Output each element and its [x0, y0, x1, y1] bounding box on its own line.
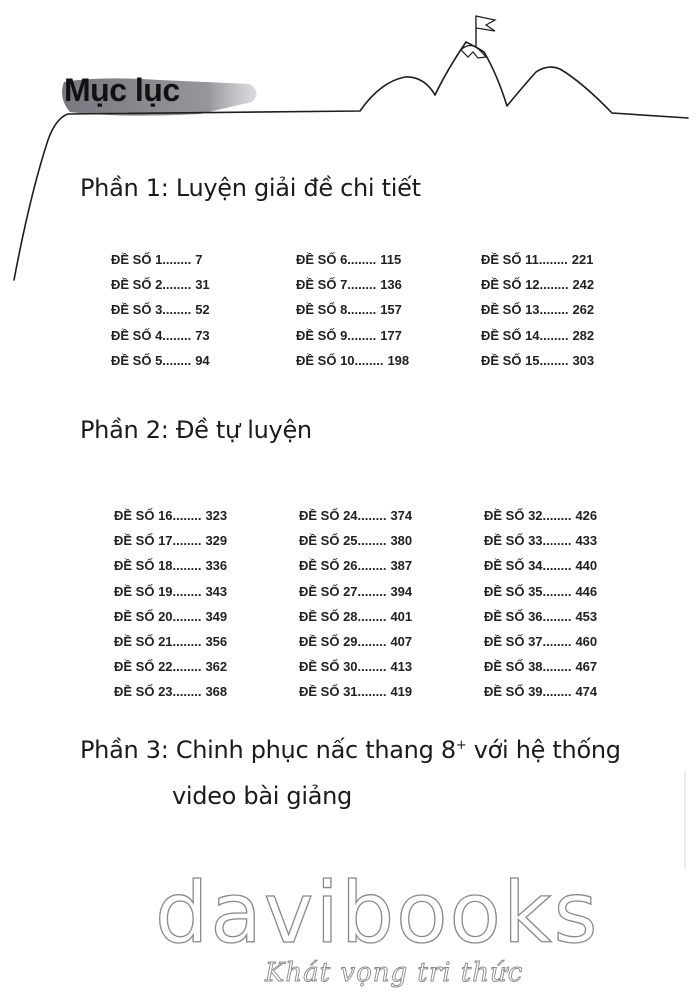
part-2-column-1 — [114, 503, 227, 705]
toc-leader-dots: ........ — [172, 684, 202, 700]
toc-entry-label: ĐỀ SỐ 19 — [114, 583, 173, 599]
toc-entry — [296, 247, 409, 272]
toc-entry-label: ĐỀ SỐ 17 — [114, 533, 173, 549]
toc-entry-page: 115 — [380, 252, 402, 267]
toc-entry-page: 474 — [575, 684, 598, 700]
toc-entry-label: ĐỀ SỐ 30 — [299, 659, 358, 675]
toc-entry — [484, 629, 597, 654]
toc-title: Mục lục — [64, 72, 180, 108]
toc-entry-label: ĐỀ SỐ 24 — [299, 508, 358, 523]
toc-entry — [299, 579, 412, 604]
toc-entry-label: ĐỀ SỐ 25 — [299, 533, 358, 549]
toc-entry-page: 356 — [205, 633, 228, 649]
toc-entry-page: 433 — [575, 533, 598, 549]
toc-leader-dots: ........ — [347, 327, 377, 343]
toc-entry — [296, 297, 409, 322]
part-3-title — [80, 728, 621, 819]
toc-entry — [484, 503, 597, 528]
toc-entry — [114, 553, 227, 578]
toc-entry-label: ĐỀ SỐ 36 — [484, 608, 543, 624]
toc-leader-dots: ........ — [354, 352, 384, 368]
brand-slogan: Khát vọng tri thức — [265, 958, 524, 988]
toc-leader-dots: ........ — [347, 252, 377, 267]
toc-entry-page: 282 — [572, 327, 595, 343]
toc-entry-page: 323 — [205, 508, 228, 523]
toc-entry — [481, 272, 594, 297]
toc-entry-page: 467 — [575, 659, 598, 675]
toc-entry — [299, 629, 412, 654]
toc-entry-label: ĐỀ SỐ 9 — [296, 327, 348, 343]
toc-entry-page: 407 — [390, 633, 413, 649]
toc-leader-dots: ........ — [542, 533, 572, 549]
toc-entry — [481, 348, 594, 373]
toc-entry — [299, 679, 412, 704]
toc-entry-page: 329 — [205, 533, 228, 549]
toc-entry-page: 198 — [387, 352, 410, 368]
toc-entry — [114, 528, 227, 553]
toc-leader-dots: ........ — [539, 302, 569, 318]
toc-entry-label: ĐỀ SỐ 11 — [481, 252, 539, 267]
toc-entry-page: 387 — [390, 558, 413, 574]
toc-entry-label: ĐỀ SỐ 33 — [484, 533, 543, 549]
toc-entry — [114, 654, 227, 679]
toc-entry-page: 426 — [575, 508, 598, 523]
toc-leader-dots: ........ — [357, 508, 387, 523]
toc-leader-dots: ........ — [347, 302, 377, 318]
toc-entry — [111, 272, 210, 297]
toc-leader-dots: ........ — [357, 684, 387, 700]
part-3-title-continuation: video bài giảng — [172, 781, 352, 810]
toc-leader-dots: ........ — [357, 659, 387, 675]
part-2-column-2 — [299, 503, 412, 705]
toc-leader-dots: ........ — [539, 277, 569, 293]
toc-entry-label: ĐỀ SỐ 20 — [114, 608, 173, 624]
toc-entry-label: ĐỀ SỐ 12 — [481, 277, 540, 293]
toc-entry-page: 73 — [195, 327, 210, 343]
toc-entry-page: 343 — [205, 583, 228, 599]
toc-entry — [299, 604, 412, 629]
toc-entry-page: 221 — [571, 252, 594, 267]
toc-leader-dots: ........ — [357, 533, 387, 549]
toc-entry-page: 336 — [205, 558, 228, 574]
part-3-title-main: Phần 3: Chinh phục nấc thang 8 — [80, 736, 456, 764]
toc-entry-label: ĐỀ SỐ 8 — [296, 302, 348, 318]
toc-entry — [111, 297, 210, 322]
toc-leader-dots: ........ — [172, 533, 202, 549]
toc-entry-label: ĐỀ SỐ 28 — [299, 608, 358, 624]
toc-leader-dots: ........ — [542, 608, 572, 624]
toc-leader-dots: ........ — [162, 352, 192, 368]
toc-entry — [111, 247, 210, 272]
part-2-column-3 — [484, 503, 597, 705]
toc-entry — [296, 272, 409, 297]
toc-entry-page: 349 — [205, 608, 228, 624]
toc-entry-page: 242 — [572, 277, 595, 293]
toc-entry-page: 380 — [390, 533, 413, 549]
toc-leader-dots: ........ — [162, 252, 192, 267]
toc-entry-page: 401 — [390, 608, 413, 624]
toc-entry-page: 440 — [575, 558, 598, 574]
toc-entry-page: 368 — [205, 684, 228, 700]
toc-leader-dots: ........ — [542, 684, 572, 700]
toc-entry-label: ĐỀ SỐ 34 — [484, 558, 543, 574]
toc-entry-page: 413 — [390, 659, 413, 675]
toc-entry-label: ĐỀ SỐ 31 — [299, 684, 358, 700]
toc-entry — [111, 348, 210, 373]
toc-entry — [484, 604, 597, 629]
toc-leader-dots: ........ — [162, 302, 192, 318]
toc-entry — [114, 679, 227, 704]
toc-entry-label: ĐỀ SỐ 14 — [481, 327, 540, 343]
toc-entry-label: ĐỀ SỐ 27 — [299, 583, 358, 599]
toc-entry-label: ĐỀ SỐ 13 — [481, 302, 540, 318]
part-1-column-1 — [111, 247, 210, 373]
toc-entry — [111, 323, 210, 348]
toc-leader-dots: ........ — [172, 633, 202, 649]
toc-entry — [114, 629, 227, 654]
toc-entry-page: 7 — [195, 252, 203, 267]
toc-leader-dots: ........ — [538, 252, 568, 267]
toc-entry-page: 419 — [390, 684, 413, 700]
toc-entry — [114, 604, 227, 629]
flag-icon — [476, 16, 495, 31]
toc-entry-label: ĐỀ SỐ 4 — [111, 327, 163, 343]
toc-leader-dots: ........ — [357, 558, 387, 574]
toc-entry-label: ĐỀ SỐ 7 — [296, 277, 348, 293]
part-1-column-2 — [296, 247, 409, 373]
toc-entry-page: 394 — [390, 583, 413, 599]
toc-leader-dots: ........ — [542, 659, 572, 675]
toc-entry-page: 52 — [195, 302, 210, 318]
toc-entry-label: ĐỀ SỐ 18 — [114, 558, 173, 574]
toc-entry — [114, 503, 227, 528]
toc-leader-dots: ........ — [357, 583, 387, 599]
toc-leader-dots: ........ — [172, 608, 202, 624]
brand-watermark: davibooks — [155, 864, 600, 962]
toc-leader-dots: ........ — [357, 608, 387, 624]
toc-leader-dots: ........ — [542, 583, 572, 599]
part-3-title-superscript: + — [455, 738, 467, 753]
toc-entry-label: ĐỀ SỐ 10 — [296, 352, 355, 368]
toc-entry-page: 94 — [195, 352, 210, 368]
toc-entry — [296, 348, 409, 373]
toc-entry-label: ĐỀ SỐ 23 — [114, 684, 173, 700]
part-3-title-rest: với hệ thống — [466, 736, 621, 764]
toc-entry-label: ĐỀ SỐ 26 — [299, 558, 358, 574]
toc-entry — [481, 323, 594, 348]
toc-entry-label: ĐỀ SỐ 37 — [484, 633, 543, 649]
toc-leader-dots: ........ — [542, 508, 572, 523]
toc-entry-label: ĐỀ SỐ 39 — [484, 684, 543, 700]
toc-entry — [296, 323, 409, 348]
toc-leader-dots: ........ — [542, 558, 572, 574]
toc-entry-page: 262 — [572, 302, 595, 318]
toc-entry-page: 136 — [380, 277, 402, 293]
toc-entry — [114, 579, 227, 604]
toc-entry-page: 460 — [575, 633, 598, 649]
toc-entry-page: 374 — [390, 508, 413, 523]
toc-entry-page: 303 — [572, 352, 595, 368]
toc-entry-label: ĐỀ SỐ 15 — [481, 352, 540, 368]
part-2-title: Phần 2: Đề tự luyện — [80, 416, 312, 444]
toc-entry — [484, 553, 597, 578]
toc-leader-dots: ........ — [539, 327, 569, 343]
toc-entry — [484, 679, 597, 704]
toc-entry-page: 453 — [575, 608, 598, 624]
toc-leader-dots: ........ — [172, 508, 202, 523]
toc-entry-label: ĐỀ SỐ 6 — [296, 252, 348, 267]
toc-entry — [481, 297, 594, 322]
toc-leader-dots: ........ — [162, 327, 192, 343]
toc-leader-dots: ........ — [357, 633, 387, 649]
toc-entry — [484, 528, 597, 553]
toc-entry-label: ĐỀ SỐ 38 — [484, 659, 543, 675]
toc-entry — [299, 528, 412, 553]
toc-entry-label: ĐỀ SỐ 29 — [299, 633, 358, 649]
toc-leader-dots: ........ — [172, 659, 202, 675]
toc-leader-dots: ........ — [172, 583, 202, 599]
part-1-column-3 — [481, 247, 594, 373]
toc-entry-label: ĐỀ SỐ 21 — [114, 633, 173, 649]
toc-entry — [481, 247, 594, 272]
toc-entry — [299, 503, 412, 528]
toc-entry — [484, 579, 597, 604]
toc-entry-label: ĐỀ SỐ 22 — [114, 659, 173, 675]
toc-entry — [299, 654, 412, 679]
toc-entry-label: ĐỀ SỐ 35 — [484, 583, 543, 599]
toc-leader-dots: ........ — [539, 352, 569, 368]
toc-leader-dots: ........ — [172, 558, 202, 574]
toc-entry-label: ĐỀ SỐ 2 — [111, 277, 163, 293]
toc-entry-label: ĐỀ SỐ 32 — [484, 508, 543, 523]
toc-entry-label: ĐỀ SỐ 5 — [111, 352, 163, 368]
toc-leader-dots: ........ — [542, 633, 572, 649]
toc-entry-label: ĐỀ SỐ 1 — [111, 252, 163, 267]
toc-leader-dots: ........ — [162, 277, 192, 293]
toc-entry — [299, 553, 412, 578]
toc-entry-page: 31 — [195, 277, 210, 293]
toc-entry-label: ĐỀ SỐ 3 — [111, 302, 163, 318]
toc-entry — [484, 654, 597, 679]
toc-entry-label: ĐỀ SỐ 16 — [114, 508, 173, 523]
toc-entry-page: 177 — [380, 327, 402, 343]
toc-leader-dots: ........ — [347, 277, 377, 293]
toc-entry-page: 362 — [205, 659, 228, 675]
toc-entry-page: 157 — [380, 302, 402, 318]
part-1-title: Phần 1: Luyện giải đề chi tiết — [80, 174, 421, 202]
toc-entry-page: 446 — [575, 583, 598, 599]
